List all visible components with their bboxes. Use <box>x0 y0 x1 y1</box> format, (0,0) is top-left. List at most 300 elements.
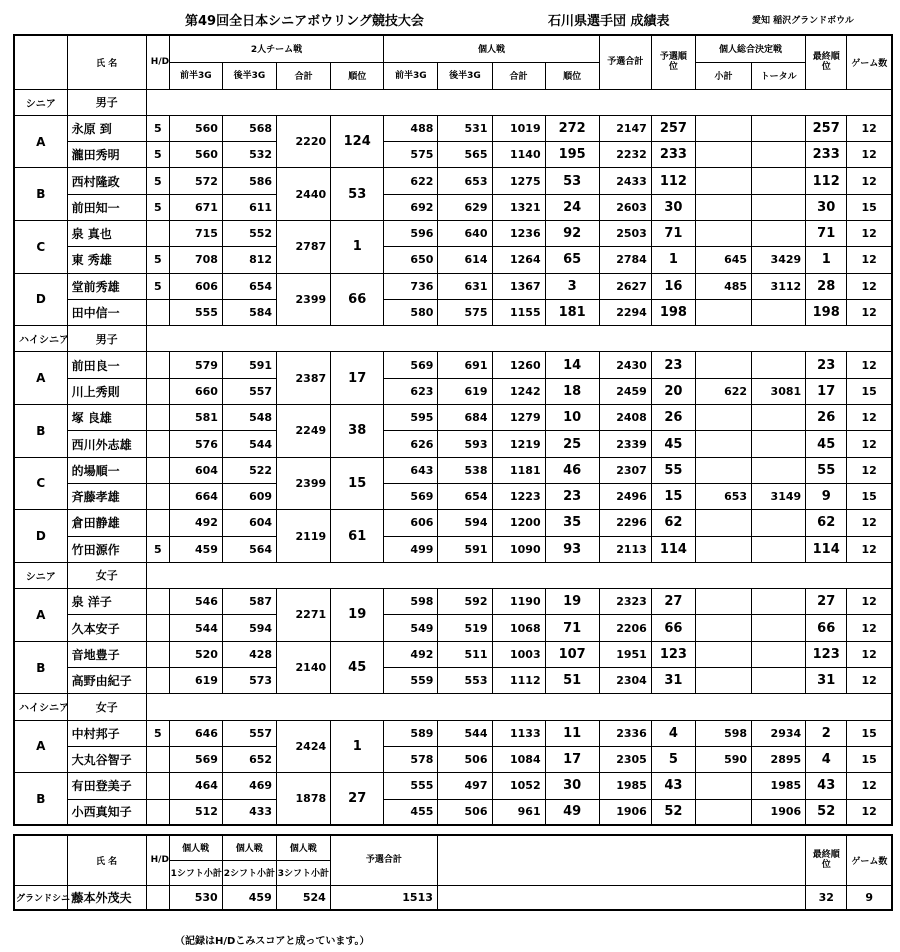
player-hd <box>146 483 169 509</box>
col-ind-second: 後半3G <box>438 62 492 89</box>
team-total: 2787 <box>277 220 331 273</box>
team-total: 2387 <box>277 352 331 405</box>
results-body <box>14 89 892 825</box>
col-grand-total: トータル <box>752 62 806 89</box>
team-second-half: 469 <box>222 773 276 799</box>
player-name: 川上秀則 <box>67 378 146 404</box>
group-label: D <box>14 510 67 563</box>
ind-first-half: 596 <box>384 220 438 246</box>
games-count: 12 <box>847 457 892 483</box>
team-total: 2220 <box>277 115 331 168</box>
table-row <box>14 299 892 325</box>
table-row <box>14 668 892 694</box>
gs-player-name: 藤本外茂夫 <box>67 885 146 910</box>
final-subtotal <box>695 641 751 667</box>
ind-first-half: 569 <box>384 483 438 509</box>
team-first-half: 560 <box>169 142 222 168</box>
player-name: 泉 真也 <box>67 220 146 246</box>
prelim-rank: 233 <box>651 142 695 168</box>
team-second-half: 573 <box>222 668 276 694</box>
group-label: C <box>14 457 67 510</box>
section-category: シニア <box>14 89 67 115</box>
prelim-total: 2296 <box>599 510 651 536</box>
ind-second-half: 519 <box>438 615 492 641</box>
ind-total: 1223 <box>492 483 545 509</box>
ind-total: 1190 <box>492 589 545 615</box>
tournament-title: 第49回全日本シニアボウリング競技大会 <box>185 14 424 29</box>
player-hd <box>146 589 169 615</box>
games-count: 12 <box>847 589 892 615</box>
team-second-half: 557 <box>222 720 276 746</box>
prelim-rank: 31 <box>651 668 695 694</box>
final-total <box>752 536 806 562</box>
team-rank: 27 <box>331 773 384 826</box>
team-second-half: 594 <box>222 615 276 641</box>
col-individual-event: 個人戦 <box>384 35 599 62</box>
prelim-rank: 66 <box>651 615 695 641</box>
prelim-total: 2503 <box>599 220 651 246</box>
prelim-rank: 27 <box>651 589 695 615</box>
ind-rank: 272 <box>545 115 599 141</box>
ind-second-half: 654 <box>438 483 492 509</box>
final-subtotal <box>695 194 751 220</box>
player-name: 斉藤孝雄 <box>67 483 146 509</box>
gs-hd <box>146 885 169 910</box>
ind-rank: 25 <box>545 431 599 457</box>
ind-second-half: 544 <box>438 720 492 746</box>
ind-total: 1181 <box>492 457 545 483</box>
team-title: 石川県選手団 成績表 <box>548 14 670 29</box>
team-first-half: 459 <box>169 536 222 562</box>
col-team-first: 前半3G <box>169 62 222 89</box>
final-rank: 26 <box>806 405 847 431</box>
final-subtotal <box>695 431 751 457</box>
ind-rank: 19 <box>545 589 599 615</box>
table-row <box>14 378 892 404</box>
games-count: 12 <box>847 615 892 641</box>
final-subtotal: 598 <box>695 720 751 746</box>
gs-col-ind-1: 個人戦 <box>169 835 222 860</box>
player-name: 瀧田秀明 <box>67 142 146 168</box>
ind-second-half: 629 <box>438 194 492 220</box>
ind-total: 1068 <box>492 615 545 641</box>
section-blank <box>146 326 892 352</box>
final-subtotal <box>695 510 751 536</box>
games-count: 15 <box>847 746 892 772</box>
prelim-total: 2430 <box>599 352 651 378</box>
group-label: A <box>14 352 67 405</box>
prelim-total: 2784 <box>599 247 651 273</box>
games-count: 12 <box>847 799 892 825</box>
section-row <box>14 694 892 720</box>
section-gender: 男子 <box>67 89 146 115</box>
final-subtotal <box>695 615 751 641</box>
player-name: 的場順一 <box>67 457 146 483</box>
final-rank: 43 <box>806 773 847 799</box>
final-subtotal: 645 <box>695 247 751 273</box>
final-rank: 55 <box>806 457 847 483</box>
ind-first-half: 580 <box>384 299 438 325</box>
prelim-rank: 198 <box>651 299 695 325</box>
section-category: ハイシニア <box>14 326 67 352</box>
ind-rank: 24 <box>545 194 599 220</box>
ind-rank: 30 <box>545 773 599 799</box>
prelim-rank: 43 <box>651 773 695 799</box>
player-name: 前田知一 <box>67 194 146 220</box>
col-prelim-rank: 予選順位 <box>651 35 695 89</box>
final-subtotal <box>695 352 751 378</box>
team-second-half: 586 <box>222 168 276 194</box>
section-row <box>14 89 892 115</box>
ind-first-half: 692 <box>384 194 438 220</box>
team-second-half: 428 <box>222 641 276 667</box>
team-first-half: 520 <box>169 641 222 667</box>
final-rank: 31 <box>806 668 847 694</box>
final-total <box>752 668 806 694</box>
ind-second-half: 640 <box>438 220 492 246</box>
ind-second-half: 511 <box>438 641 492 667</box>
ind-total: 1133 <box>492 720 545 746</box>
col-team-total: 合計 <box>277 62 331 89</box>
ind-total: 1052 <box>492 773 545 799</box>
col-subtotal: 小計 <box>695 62 751 89</box>
team-rank: 124 <box>331 115 384 168</box>
section-category: シニア <box>14 562 67 588</box>
prelim-total: 2113 <box>599 536 651 562</box>
prelim-rank: 257 <box>651 115 695 141</box>
team-total: 2440 <box>277 168 331 221</box>
player-name: 塚 良雄 <box>67 405 146 431</box>
ind-total: 1155 <box>492 299 545 325</box>
ind-second-half: 506 <box>438 746 492 772</box>
team-first-half: 546 <box>169 589 222 615</box>
gs-games: 9 <box>847 885 892 910</box>
ind-rank: 35 <box>545 510 599 536</box>
table-row <box>14 115 892 141</box>
final-rank: 9 <box>806 483 847 509</box>
final-rank: 45 <box>806 431 847 457</box>
games-count: 12 <box>847 431 892 457</box>
team-second-half: 812 <box>222 247 276 273</box>
ind-rank: 14 <box>545 352 599 378</box>
team-first-half: 581 <box>169 405 222 431</box>
team-total: 2140 <box>277 641 331 694</box>
player-name: 泉 洋子 <box>67 589 146 615</box>
final-total <box>752 457 806 483</box>
gs-col-ind-2: 個人戦 <box>222 835 276 860</box>
team-first-half: 576 <box>169 431 222 457</box>
ind-rank: 92 <box>545 220 599 246</box>
group-label: A <box>14 720 67 773</box>
ind-second-half: 591 <box>438 536 492 562</box>
team-first-half: 664 <box>169 483 222 509</box>
final-total <box>752 510 806 536</box>
player-hd <box>146 773 169 799</box>
final-rank: 52 <box>806 799 847 825</box>
prelim-total: 2459 <box>599 378 651 404</box>
table-row <box>14 799 892 825</box>
team-first-half: 606 <box>169 273 222 299</box>
ind-rank: 53 <box>545 168 599 194</box>
prelim-rank: 4 <box>651 720 695 746</box>
ind-first-half: 643 <box>384 457 438 483</box>
gs-col-final-rank: 最終順位 <box>806 835 847 885</box>
final-total: 3081 <box>752 378 806 404</box>
team-second-half: 522 <box>222 457 276 483</box>
player-name: 大丸谷智子 <box>67 746 146 772</box>
footnote: （記録はH/Dこみスコアと成っています。） <box>175 936 370 947</box>
final-rank: 17 <box>806 378 847 404</box>
gs-col-shift1: 1シフト小計 <box>169 860 222 885</box>
player-hd: 5 <box>146 115 169 141</box>
final-subtotal <box>695 168 751 194</box>
final-subtotal: 622 <box>695 378 751 404</box>
table-row <box>14 615 892 641</box>
ind-first-half: 650 <box>384 247 438 273</box>
games-count: 12 <box>847 247 892 273</box>
ind-first-half: 492 <box>384 641 438 667</box>
group-label: A <box>14 589 67 642</box>
ind-first-half: 736 <box>384 273 438 299</box>
ind-rank: 49 <box>545 799 599 825</box>
ind-second-half: 506 <box>438 799 492 825</box>
team-first-half: 619 <box>169 668 222 694</box>
col-team-second: 後半3G <box>222 62 276 89</box>
team-second-half: 568 <box>222 115 276 141</box>
final-subtotal <box>695 773 751 799</box>
final-total <box>752 194 806 220</box>
final-subtotal <box>695 142 751 168</box>
table-row <box>14 220 892 246</box>
games-count: 12 <box>847 773 892 799</box>
player-name: 西村隆政 <box>67 168 146 194</box>
table-row <box>14 457 892 483</box>
team-total: 2271 <box>277 589 331 642</box>
section-blank <box>146 89 892 115</box>
team-rank: 17 <box>331 352 384 405</box>
section-blank <box>146 562 892 588</box>
prelim-total: 2496 <box>599 483 651 509</box>
ind-second-half: 619 <box>438 378 492 404</box>
ind-total: 1321 <box>492 194 545 220</box>
ind-second-half: 553 <box>438 668 492 694</box>
ind-first-half: 575 <box>384 142 438 168</box>
final-rank: 71 <box>806 220 847 246</box>
final-subtotal <box>695 457 751 483</box>
final-rank: 23 <box>806 352 847 378</box>
table-row <box>14 142 892 168</box>
prelim-rank: 123 <box>651 641 695 667</box>
gs-shift3-value: 524 <box>276 885 330 910</box>
team-first-half: 646 <box>169 720 222 746</box>
col-ind-first: 前半3G <box>384 62 438 89</box>
team-second-half: 609 <box>222 483 276 509</box>
ind-second-half: 631 <box>438 273 492 299</box>
section-gender: 男子 <box>67 326 146 352</box>
ind-first-half: 595 <box>384 405 438 431</box>
player-name: 高野由紀子 <box>67 668 146 694</box>
final-subtotal <box>695 299 751 325</box>
venue-label: 愛知 稲沢グランドボウル <box>752 16 854 26</box>
player-name: 永原 到 <box>67 115 146 141</box>
col-prelim-total: 予選合計 <box>599 35 651 89</box>
player-hd: 5 <box>146 142 169 168</box>
ind-second-half: 592 <box>438 589 492 615</box>
ind-second-half: 653 <box>438 168 492 194</box>
ind-first-half: 623 <box>384 378 438 404</box>
ind-second-half: 684 <box>438 405 492 431</box>
ind-total: 1242 <box>492 378 545 404</box>
player-name: 音地豊子 <box>67 641 146 667</box>
ind-total: 1003 <box>492 641 545 667</box>
team-first-half: 560 <box>169 115 222 141</box>
final-total: 2895 <box>752 746 806 772</box>
games-count: 12 <box>847 536 892 562</box>
ind-rank: 18 <box>545 378 599 404</box>
final-rank: 30 <box>806 194 847 220</box>
final-subtotal <box>695 589 751 615</box>
games-count: 12 <box>847 142 892 168</box>
prelim-total: 1985 <box>599 773 651 799</box>
team-first-half: 464 <box>169 773 222 799</box>
ind-second-half: 575 <box>438 299 492 325</box>
ind-total: 1275 <box>492 168 545 194</box>
group-label: B <box>14 773 67 826</box>
final-subtotal <box>695 115 751 141</box>
ind-first-half: 622 <box>384 168 438 194</box>
ind-total: 1019 <box>492 115 545 141</box>
games-count: 15 <box>847 378 892 404</box>
player-hd <box>146 378 169 404</box>
team-second-half: 652 <box>222 746 276 772</box>
final-rank: 257 <box>806 115 847 141</box>
ind-rank: 93 <box>545 536 599 562</box>
games-count: 12 <box>847 115 892 141</box>
final-total <box>752 220 806 246</box>
final-rank: 62 <box>806 510 847 536</box>
player-hd <box>146 431 169 457</box>
final-total <box>752 168 806 194</box>
ind-total: 1090 <box>492 536 545 562</box>
table-row <box>14 773 892 799</box>
player-hd: 5 <box>146 194 169 220</box>
col-final-rank: 最終順位 <box>806 35 847 89</box>
team-rank: 53 <box>331 168 384 221</box>
team-second-half: 548 <box>222 405 276 431</box>
ind-rank: 51 <box>545 668 599 694</box>
team-second-half: 544 <box>222 431 276 457</box>
table-row <box>14 746 892 772</box>
table-row <box>14 352 892 378</box>
team-second-half: 611 <box>222 194 276 220</box>
section-gender: 女子 <box>67 562 146 588</box>
team-first-half: 671 <box>169 194 222 220</box>
prelim-rank: 112 <box>651 168 695 194</box>
player-name: 竹田源作 <box>67 536 146 562</box>
final-rank: 66 <box>806 615 847 641</box>
team-total: 2249 <box>277 405 331 458</box>
table-row <box>14 168 892 194</box>
group-label: C <box>14 220 67 273</box>
gs-col-prelim-total: 予選合計 <box>330 835 437 885</box>
player-name: 中村邦子 <box>67 720 146 746</box>
final-rank: 27 <box>806 589 847 615</box>
col-name: 氏 名 <box>67 35 146 89</box>
prelim-total: 2305 <box>599 746 651 772</box>
gs-shift1-value: 530 <box>169 885 222 910</box>
final-total: 3429 <box>752 247 806 273</box>
ind-second-half: 565 <box>438 142 492 168</box>
prelim-rank: 45 <box>651 431 695 457</box>
team-total: 2399 <box>277 457 331 510</box>
col-games: ゲーム数 <box>847 35 892 89</box>
team-second-half: 584 <box>222 299 276 325</box>
team-rank: 19 <box>331 589 384 642</box>
team-first-half: 715 <box>169 220 222 246</box>
team-second-half: 532 <box>222 142 276 168</box>
team-first-half: 572 <box>169 168 222 194</box>
ind-rank: 23 <box>545 483 599 509</box>
final-total <box>752 641 806 667</box>
ind-first-half: 589 <box>384 720 438 746</box>
player-name: 前田良一 <box>67 352 146 378</box>
team-rank: 1 <box>331 220 384 273</box>
team-second-half: 654 <box>222 273 276 299</box>
section-row <box>14 326 892 352</box>
ind-rank: 3 <box>545 273 599 299</box>
prelim-rank: 15 <box>651 483 695 509</box>
final-total: 1985 <box>752 773 806 799</box>
ind-total: 1219 <box>492 431 545 457</box>
final-rank: 114 <box>806 536 847 562</box>
prelim-rank: 26 <box>651 405 695 431</box>
section-category: ハイシニア <box>14 694 67 720</box>
games-count: 15 <box>847 720 892 746</box>
prelim-total: 1951 <box>599 641 651 667</box>
col-ind-rank: 順位 <box>545 62 599 89</box>
col-ind-total: 合計 <box>492 62 545 89</box>
ind-rank: 65 <box>545 247 599 273</box>
prelim-rank: 71 <box>651 220 695 246</box>
grand-senior-table <box>13 834 893 911</box>
prelim-total: 1906 <box>599 799 651 825</box>
gs-blank-value <box>437 885 805 910</box>
table-row <box>14 431 892 457</box>
player-hd <box>146 220 169 246</box>
final-total: 1906 <box>752 799 806 825</box>
prelim-total: 2433 <box>599 168 651 194</box>
ind-first-half: 569 <box>384 352 438 378</box>
prelim-rank: 52 <box>651 799 695 825</box>
player-hd: 5 <box>146 247 169 273</box>
final-rank: 112 <box>806 168 847 194</box>
table-row <box>14 194 892 220</box>
ind-first-half: 455 <box>384 799 438 825</box>
gs-col-name: 氏 名 <box>67 835 146 885</box>
final-subtotal: 590 <box>695 746 751 772</box>
ind-total: 1140 <box>492 142 545 168</box>
final-rank: 233 <box>806 142 847 168</box>
final-total: 3149 <box>752 483 806 509</box>
final-total <box>752 405 806 431</box>
prelim-rank: 1 <box>651 247 695 273</box>
games-count: 12 <box>847 352 892 378</box>
prelim-rank: 23 <box>651 352 695 378</box>
team-second-half: 604 <box>222 510 276 536</box>
team-first-half: 512 <box>169 799 222 825</box>
col-allround-final: 個人総合決定戦 <box>695 35 805 62</box>
ind-first-half: 549 <box>384 615 438 641</box>
